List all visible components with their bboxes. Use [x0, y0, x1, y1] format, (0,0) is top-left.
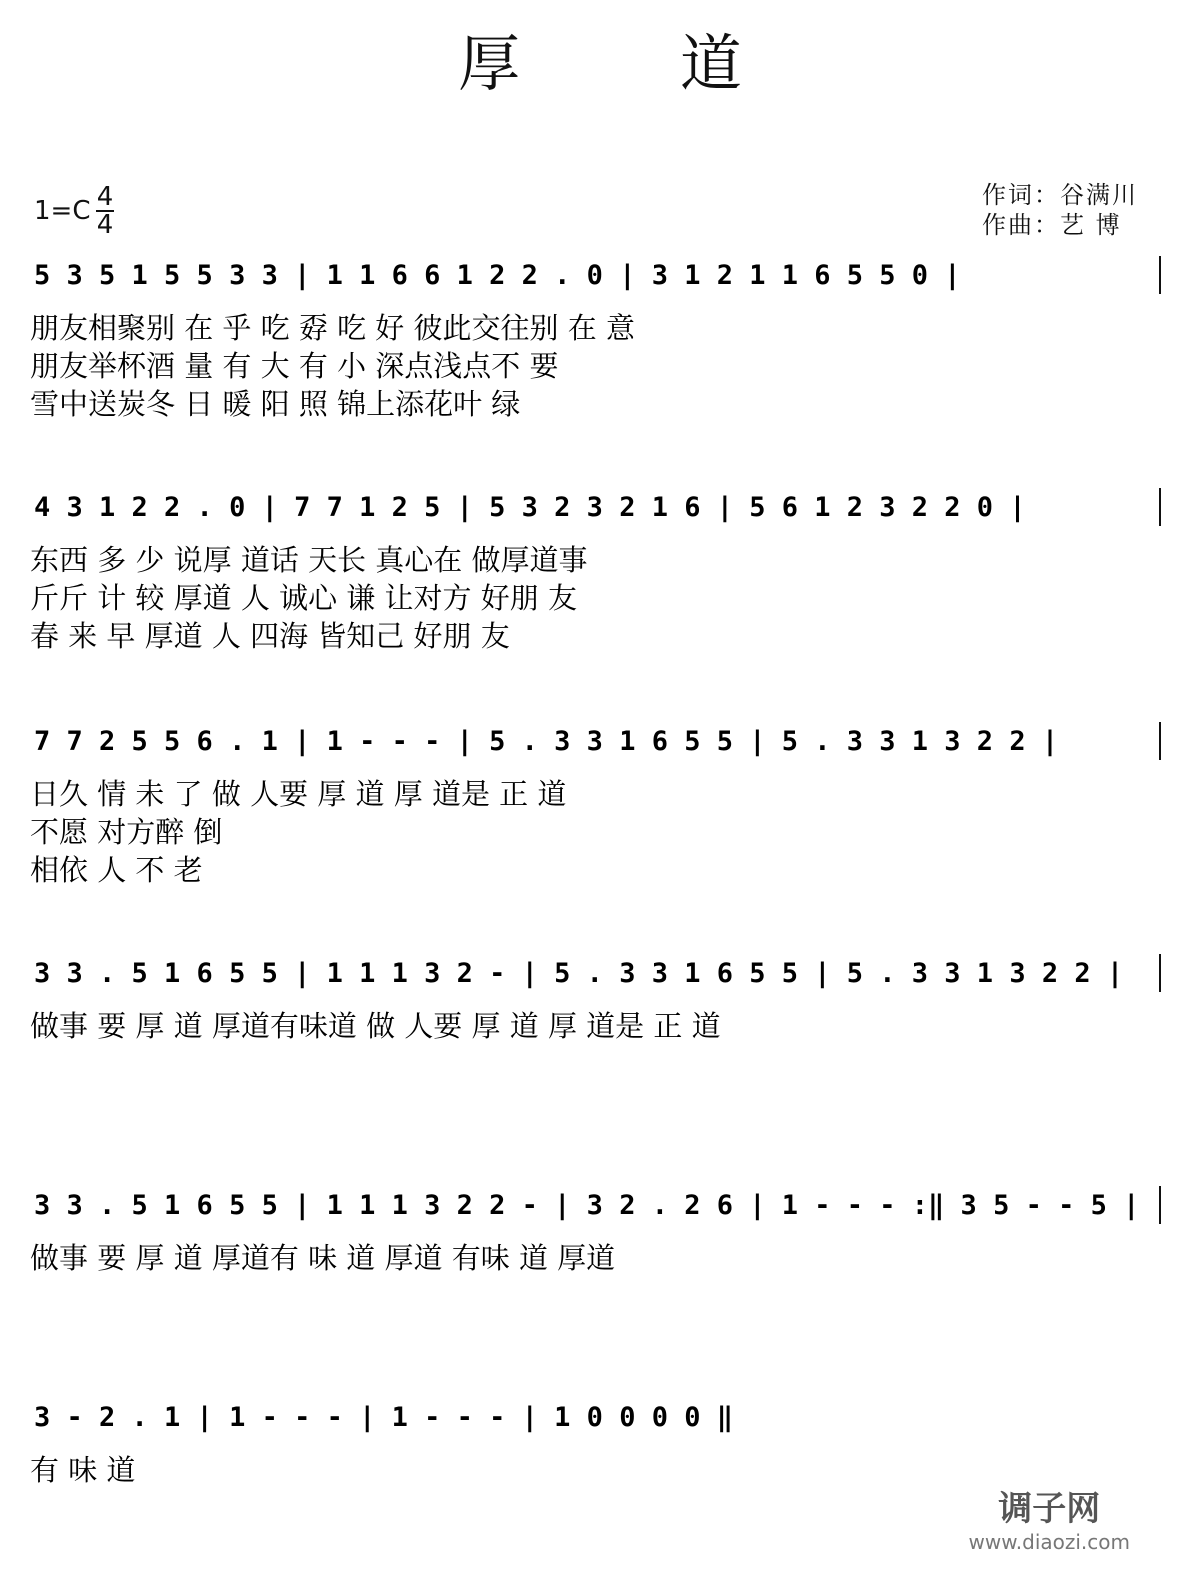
lyric-line: 日久 情 未 了 做 人要 厚 道 厚 道是 正 道 — [30, 777, 567, 811]
time-signature-bottom: 4 — [96, 210, 114, 240]
lyric-line: 春 来 早 厚道 人 四海 皆知己 好朋 友 — [30, 619, 510, 653]
notation-line: 3 3 . 5 1 6 5 5 | 1 1 1 3 2 - | 5 . 3 3 1 6 5 5 | 5 . 3 3 1 3 2 2 | — [34, 958, 1124, 989]
lyricist-credit: 作词：谷满川 — [982, 181, 1138, 209]
lyric-line: 东西 多 少 说厚 道话 天长 真心在 做厚道事 — [30, 543, 588, 577]
lyric-line: 雪中送炭冬 日 暖 阳 照 锦上添花叶 绿 — [30, 387, 521, 421]
lyric-line: 做事 要 厚 道 厚道有味道 做 人要 厚 道 厚 道是 正 道 — [30, 1009, 721, 1043]
lyric-line: 斤斤 计 较 厚道 人 诚心 谦 让对方 好朋 友 — [30, 581, 577, 615]
watermark-url: www.diaozi.com — [968, 1530, 1130, 1554]
title: 厚 道 — [458, 27, 812, 100]
key-signature: 1=C — [34, 196, 91, 226]
notation-line: 5 3 5 1 5 5 3 3 | 1 1 6 6 1 2 2 . 0 | 3 1 2 1 1 6 5 5 0 | — [34, 260, 961, 291]
lyric-line: 相依 人 不 老 — [30, 853, 203, 887]
notation-line: 3 3 . 5 1 6 5 5 | 1 1 1 3 2 2 - | 3 2 . 2 6 | 1 - - - :‖ 3 5 - - 5 | — [34, 1190, 1140, 1221]
watermark-brand: 调子网 — [998, 1489, 1101, 1529]
lyric-line: 不愿 对方醉 倒 — [30, 815, 223, 849]
watermark — [969, 1481, 1130, 1554]
lyric-line: 朋友举杯酒 量 有 大 有 小 深点浅点不 要 — [30, 349, 559, 383]
lyric-line: 朋友相聚别 在 乎 吃 孬 吃 好 彼此交往别 在 意 — [30, 311, 635, 345]
notation-line: 4 3 1 2 2 . 0 | 7 7 1 2 5 | 5 3 2 3 2 1 6 | 5 6 1 2 3 2 2 0 | — [34, 492, 1026, 523]
notation-line: 7 7 2 5 5 6 . 1 | 1 - - - | 5 . 3 3 1 6 5 5 | 5 . 3 3 1 3 2 2 | — [34, 726, 1059, 757]
time-signature-top: 4 — [96, 182, 114, 212]
notation-line: 3 - 2 . 1 | 1 - - - | 1 - - - | 1 0 0 0 0 ‖ — [34, 1402, 733, 1433]
lyric-line: 有 味 道 — [30, 1453, 136, 1487]
composer-credit: 作曲：艺 博 — [982, 211, 1122, 239]
lyric-line: 做事 要 厚 道 厚道有 味 道 厚道 有味 道 厚道 — [30, 1241, 616, 1275]
